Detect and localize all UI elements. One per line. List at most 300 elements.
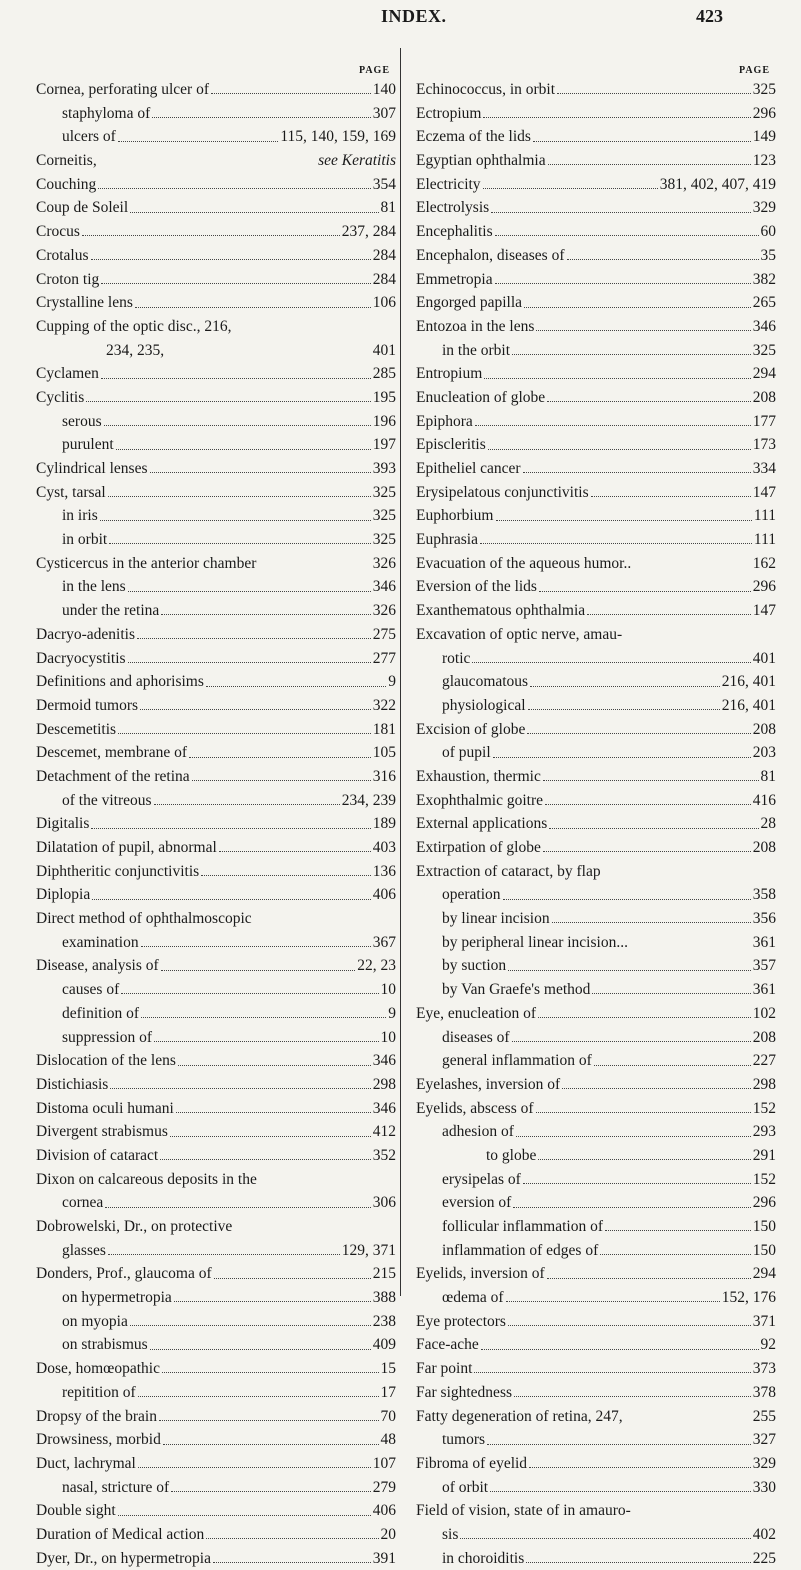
index-term: Epiphora: [416, 412, 473, 430]
index-page-ref: 105: [372, 744, 396, 762]
index-entry: [416, 244, 776, 268]
index-term: Distoma oculi humani: [36, 1099, 174, 1117]
index-entry: [416, 504, 776, 528]
leader-dots: [160, 1159, 371, 1160]
leader-dots: [539, 591, 751, 592]
index-page-ref: 329: [752, 199, 776, 217]
leader-dots: [213, 1562, 371, 1563]
index-term: Direct method of ophthalmoscopic: [36, 910, 252, 928]
index-entry: [36, 102, 396, 126]
leader-dots: [491, 212, 751, 213]
index-term: nasal, stricture of: [62, 1478, 170, 1496]
index-entry: [416, 291, 776, 315]
leader-dots: [91, 828, 370, 829]
index-term: general inflammation of: [442, 1052, 592, 1070]
index-term: Diplopia: [36, 886, 91, 904]
index-term: External applications: [416, 815, 548, 833]
index-page-ref: 81: [380, 199, 396, 217]
index-entry: [416, 978, 776, 1002]
index-entry: [416, 173, 776, 197]
index-term: to globe: [486, 1146, 537, 1164]
index-page-ref: 354: [372, 175, 396, 193]
index-page-ref: 325: [372, 507, 396, 525]
index-term: on myopia: [62, 1312, 128, 1330]
index-entry: [36, 1476, 396, 1500]
leader-dots: [547, 401, 751, 402]
index-term: purulent: [62, 436, 114, 454]
index-page-ref: 367: [372, 933, 396, 951]
index-page-ref: 284: [372, 270, 396, 288]
index-entry: [416, 339, 776, 363]
leader-dots: [538, 1159, 750, 1160]
index-term: definition of: [62, 1004, 140, 1022]
index-page-ref: 298: [752, 1075, 776, 1093]
index-term: on strabismus: [62, 1336, 148, 1354]
index-term: Euphrasia: [416, 531, 478, 549]
index-term: Egyptian ophthalmia: [416, 152, 546, 170]
leader-dots: [176, 1112, 371, 1113]
index-term: Divergent strabismus: [36, 1123, 168, 1141]
index-term: repitition of: [62, 1383, 136, 1401]
index-entry: [36, 1049, 396, 1073]
index-term: Erysipelatous conjunctivitis: [416, 483, 589, 501]
index-page-ref: 237, 284: [341, 223, 396, 241]
index-page-ref: 111: [753, 507, 776, 525]
index-page-ref: 285: [372, 365, 396, 383]
index-entry: [416, 528, 776, 552]
index-entry: [36, 196, 396, 220]
leader-dots: [100, 520, 371, 521]
index-entry: [416, 812, 776, 836]
index-page-ref: 149: [752, 128, 776, 146]
index-term: Distichiasis: [36, 1075, 109, 1093]
index-entry: [36, 362, 396, 386]
index-term: by linear incision: [442, 910, 550, 928]
index-page-ref: 48: [380, 1431, 396, 1449]
index-entry: [36, 149, 396, 173]
leader-dots: [116, 449, 371, 450]
index-entry: [36, 599, 396, 623]
index-entry: [36, 575, 396, 599]
index-entry: [416, 1191, 776, 1215]
index-page-ref: 208: [752, 1028, 776, 1046]
index-entry: [416, 1073, 776, 1097]
index-entry: [36, 694, 396, 718]
index-term: Enucleation of globe: [416, 388, 546, 406]
leader-dots: [508, 1325, 751, 1326]
index-entry: [36, 718, 396, 742]
index-page-ref: 106: [372, 294, 396, 312]
index-entry: [36, 1405, 396, 1429]
index-entry: [416, 836, 776, 860]
index-entry: [416, 1120, 776, 1144]
leader-dots: [189, 757, 371, 758]
index-entry: [416, 1499, 776, 1523]
index-page-ref: 284: [372, 246, 396, 264]
index-page-ref: 382: [752, 270, 776, 288]
index-entry: [36, 954, 396, 978]
leader-dots: [101, 283, 370, 284]
index-term: sis: [442, 1525, 459, 1543]
index-term: Dacryo-adenitis: [36, 625, 135, 643]
index-page-ref: 361: [752, 981, 776, 999]
index-page-ref: 81: [760, 767, 776, 785]
index-page-ref: 129, 371: [341, 1241, 396, 1259]
index-term: œdema of: [442, 1289, 504, 1307]
leader-dots: [219, 851, 371, 852]
index-entry: [416, 954, 776, 978]
index-page-ref: 60: [760, 223, 776, 241]
index-entry: [36, 1144, 396, 1168]
index-page-ref: 409: [372, 1336, 396, 1354]
index-entry: [416, 220, 776, 244]
index-page-ref: 403: [372, 839, 396, 856]
index-page-ref: 296: [752, 578, 776, 596]
index-entry: [416, 718, 776, 742]
leader-dots: [101, 378, 371, 379]
index-entry: [36, 765, 396, 789]
index-page-ref: 346: [372, 1099, 396, 1117]
index-entry-list: [36, 78, 396, 1570]
leader-dots: [206, 686, 386, 687]
index-entry: [416, 268, 776, 292]
index-term: Euphorbium: [416, 507, 494, 525]
index-page-ref: 173: [752, 436, 776, 454]
leader-dots: [82, 235, 340, 236]
index-column-right: [416, 64, 776, 1570]
index-page-ref: 208: [752, 388, 776, 406]
index-entry: [36, 812, 396, 836]
index-page-ref: 373: [752, 1360, 776, 1378]
index-term: Episcleritis: [416, 436, 486, 454]
index-page-ref: 298: [372, 1075, 396, 1093]
index-page-ref: 150: [752, 1241, 776, 1259]
leader-dots: [557, 93, 751, 94]
leader-dots: [206, 1538, 378, 1539]
index-term: Emmetropia: [416, 270, 493, 288]
index-page-ref: 9: [388, 673, 396, 691]
leader-dots: [516, 1136, 751, 1137]
index-entry: [416, 149, 776, 173]
index-page-ref: 346: [752, 317, 776, 335]
leader-dots: [118, 141, 279, 142]
leader-dots: [214, 1278, 371, 1279]
leader-dots: [128, 591, 371, 592]
index-page-ref: 393: [372, 460, 396, 477]
index-entry: [416, 931, 776, 955]
leader-dots: [503, 899, 751, 900]
index-entry: [416, 1357, 776, 1381]
page-header: [0, 6, 801, 36]
leader-dots: [549, 828, 758, 829]
leader-dots: [150, 1349, 371, 1350]
leader-dots: [211, 93, 371, 94]
leader-dots: [529, 1467, 751, 1468]
index-entry: [36, 315, 396, 339]
index-page-ref: 381, 402, 407, 419: [659, 175, 776, 193]
index-term: in the lens: [62, 578, 126, 596]
index-entry: [416, 1262, 776, 1286]
index-term: Fatty degeneration of retina, 247,: [416, 1407, 623, 1425]
index-term: examination: [62, 933, 139, 951]
leader-dots: [523, 472, 751, 473]
index-entry: [416, 1239, 776, 1263]
index-entry: [416, 1381, 776, 1405]
leader-dots: [587, 614, 751, 615]
leader-dots: [475, 425, 751, 426]
index-page-ref: 294: [752, 365, 776, 383]
index-term: Duration of Medical action: [36, 1525, 205, 1543]
leader-dots: [128, 662, 371, 663]
index-page-ref: 17: [380, 1383, 396, 1401]
leader-dots: [474, 1372, 750, 1373]
leader-dots: [547, 1278, 751, 1279]
index-term: Dropsy of the brain: [36, 1407, 157, 1425]
index-term: staphyloma of: [62, 104, 151, 122]
leader-dots: [594, 1065, 751, 1066]
index-term: Double sight: [36, 1502, 116, 1520]
index-term: Eversion of the lids: [416, 578, 537, 596]
index-page-ref: 238: [372, 1312, 396, 1330]
index-term: Dixon on calcareous deposits in the: [36, 1170, 257, 1188]
index-entry: [36, 1310, 396, 1334]
index-page-ref: 20: [380, 1525, 396, 1543]
leader-dots: [138, 1396, 379, 1397]
leader-dots: [110, 1088, 370, 1089]
index-entry: [416, 741, 776, 765]
index-page-ref: 334: [752, 460, 776, 477]
index-entry: [36, 741, 396, 765]
index-term: Exhaustion, thermic: [416, 767, 541, 785]
index-term: adhesion of: [442, 1123, 514, 1141]
index-page-ref: 391: [372, 1549, 396, 1567]
index-page-ref: 107: [372, 1454, 396, 1472]
index-term: 234, 235,: [106, 341, 165, 359]
leader-dots: [161, 970, 356, 971]
leader-dots: [524, 307, 751, 308]
index-term: Cysticercus in the anterior chamber: [36, 554, 257, 572]
index-page-ref: 346: [372, 1052, 396, 1070]
leader-dots: [192, 780, 371, 781]
index-page-ref: 325: [752, 341, 776, 359]
index-term: Diphtheritic conjunctivitis: [36, 862, 200, 880]
leader-dots: [201, 875, 371, 876]
leader-dots: [513, 1207, 750, 1208]
index-page-ref: 35: [760, 246, 776, 264]
leader-dots: [536, 330, 750, 331]
index-term: Dacryocystitis: [36, 649, 126, 667]
index-term: cornea: [62, 1194, 104, 1212]
index-page-ref: 136: [372, 862, 396, 880]
leader-dots: [512, 1041, 751, 1042]
leader-dots: [562, 1088, 751, 1089]
index-term: Disease, analysis of: [36, 957, 159, 975]
index-entry: [416, 433, 776, 457]
index-page-ref: 10: [380, 981, 396, 999]
leader-dots: [526, 1562, 751, 1563]
index-entry: [36, 1026, 396, 1050]
index-page-ref: 352: [372, 1146, 396, 1164]
index-page-ref: 406: [372, 886, 396, 904]
index-term: Dilatation of pupil, abnormal: [36, 839, 217, 856]
index-entry: [416, 1523, 776, 1547]
index-term: Croton tig: [36, 270, 100, 288]
leader-dots: [104, 425, 371, 426]
index-column-left: [36, 64, 396, 1570]
index-term: Fibroma of eyelid: [416, 1454, 528, 1472]
index-entry: [416, 1547, 776, 1570]
leader-dots: [488, 449, 751, 450]
index-entry: [36, 173, 396, 197]
index-entry: [36, 1452, 396, 1476]
index-page-ref: 70: [380, 1407, 396, 1425]
index-page-ref: 22, 23: [357, 957, 396, 975]
index-term: Exanthematous ophthalmia: [416, 602, 586, 620]
index-entry: [416, 386, 776, 410]
leader-dots: [514, 1396, 751, 1397]
index-page-ref: 140: [372, 81, 396, 98]
index-term: Corneitis,: [36, 152, 97, 170]
index-page-ref: 412: [372, 1123, 396, 1141]
index-page-ref: 115, 140, 159, 169: [280, 128, 396, 146]
index-see-reference: see Keratitis: [318, 152, 396, 170]
index-entry: [416, 694, 776, 718]
index-term: Digitalis: [36, 815, 90, 833]
leader-dots: [118, 1515, 371, 1516]
index-term: Dyer, Dr., on hypermetropia: [36, 1549, 211, 1567]
index-entry-list: [416, 78, 776, 1570]
index-entry: [36, 1120, 396, 1144]
index-page-ref: 296: [752, 1194, 776, 1212]
index-page-ref: 327: [752, 1431, 776, 1449]
index-term: serous: [62, 412, 102, 430]
index-entry: [36, 481, 396, 505]
index-term: Ectropium: [416, 104, 482, 122]
index-page-ref: 277: [372, 649, 396, 667]
leader-dots: [592, 993, 750, 994]
index-term: Far sightedness: [416, 1383, 513, 1401]
leader-dots: [154, 1041, 379, 1042]
leader-dots: [91, 259, 371, 260]
leader-dots: [121, 993, 378, 994]
leader-dots: [98, 188, 370, 189]
index-entry: [36, 623, 396, 647]
index-term: Descemet, membrane of: [36, 744, 188, 762]
index-term: Electricity: [416, 175, 481, 193]
index-page-ref: 111: [753, 531, 776, 549]
index-page-ref: 227: [752, 1052, 776, 1070]
index-entry: [416, 1286, 776, 1310]
index-term: Eyelids, inversion of: [416, 1265, 545, 1283]
leader-dots: [118, 733, 371, 734]
index-term: Cylindrical lenses: [36, 460, 148, 477]
index-page-ref: 416: [752, 791, 776, 809]
index-entry: [36, 528, 396, 552]
index-page-ref: 9: [388, 1004, 396, 1022]
leader-dots: [140, 709, 371, 710]
index-term: Dobrowelski, Dr., on protective: [36, 1218, 233, 1235]
leader-dots: [174, 1301, 371, 1302]
index-page-ref: 326: [372, 554, 396, 572]
index-page-ref: 147: [752, 602, 776, 620]
index-term: Excision of globe: [416, 720, 526, 738]
index-entry: [416, 1026, 776, 1050]
leader-dots: [141, 946, 371, 947]
index-term: by peripheral linear incision...: [442, 933, 628, 951]
index-entry: [36, 504, 396, 528]
index-entry: [416, 1168, 776, 1192]
index-page-ref: 189: [372, 815, 396, 833]
index-entry: [36, 244, 396, 268]
index-entry: [416, 552, 776, 576]
index-entry: [36, 1002, 396, 1026]
index-term: causes of: [62, 981, 120, 999]
index-page-ref: 378: [752, 1383, 776, 1401]
index-entry: [36, 860, 396, 884]
index-entry: [416, 860, 776, 884]
index-term: Eyelashes, inversion of: [416, 1075, 561, 1093]
index-page-ref: 279: [372, 1478, 396, 1496]
index-entry: [36, 1428, 396, 1452]
index-term: Eyelids, abscess of: [416, 1099, 534, 1117]
index-entry: [416, 1310, 776, 1334]
index-term: Dose, homœopathic: [36, 1360, 160, 1378]
leader-dots: [548, 164, 751, 165]
index-page-ref: 296: [752, 104, 776, 122]
index-entry: [416, 1428, 776, 1452]
index-term: tumors: [442, 1431, 486, 1449]
index-page-ref: 162: [752, 554, 776, 572]
index-term: Entozoa in the lens: [416, 317, 535, 335]
leader-dots: [605, 1230, 751, 1231]
index-term: Electrolysis: [416, 199, 490, 217]
leader-dots: [137, 638, 371, 639]
leader-dots: [171, 1491, 371, 1492]
index-term: Extirpation of globe: [416, 839, 541, 856]
index-entry: [36, 1333, 396, 1357]
index-term: in orbit: [62, 531, 108, 549]
index-page-ref: 181: [372, 720, 396, 738]
index-entry: [416, 575, 776, 599]
leader-dots: [536, 1112, 751, 1113]
index-entry: [416, 196, 776, 220]
index-entry: [36, 883, 396, 907]
leader-dots: [487, 1444, 751, 1445]
index-term: erysipelas of: [442, 1170, 521, 1188]
page-title: INDEX.: [381, 6, 447, 26]
leader-dots: [150, 472, 371, 473]
index-entry: [416, 1002, 776, 1026]
leader-dots: [105, 1207, 370, 1208]
index-term: ulcers of: [62, 128, 116, 146]
leader-dots: [163, 1444, 379, 1445]
index-page-ref: 150: [752, 1218, 776, 1235]
index-term: Cornea, perforating ulcer of: [36, 81, 210, 98]
leader-dots: [472, 662, 750, 663]
index-term: Duct, lachrymal: [36, 1454, 136, 1472]
index-entry: [36, 339, 396, 363]
index-term: Detachment of the retina: [36, 767, 190, 785]
index-page-ref: 152: [752, 1099, 776, 1117]
index-term: Eye protectors: [416, 1312, 506, 1330]
leader-dots: [92, 899, 371, 900]
index-page-ref: 358: [752, 886, 776, 904]
index-term: Field of vision, state of in amauro-: [416, 1502, 631, 1520]
leader-dots: [508, 970, 751, 971]
index-page-ref: 152: [752, 1170, 776, 1188]
leader-dots: [130, 212, 378, 213]
leader-dots: [161, 614, 370, 615]
